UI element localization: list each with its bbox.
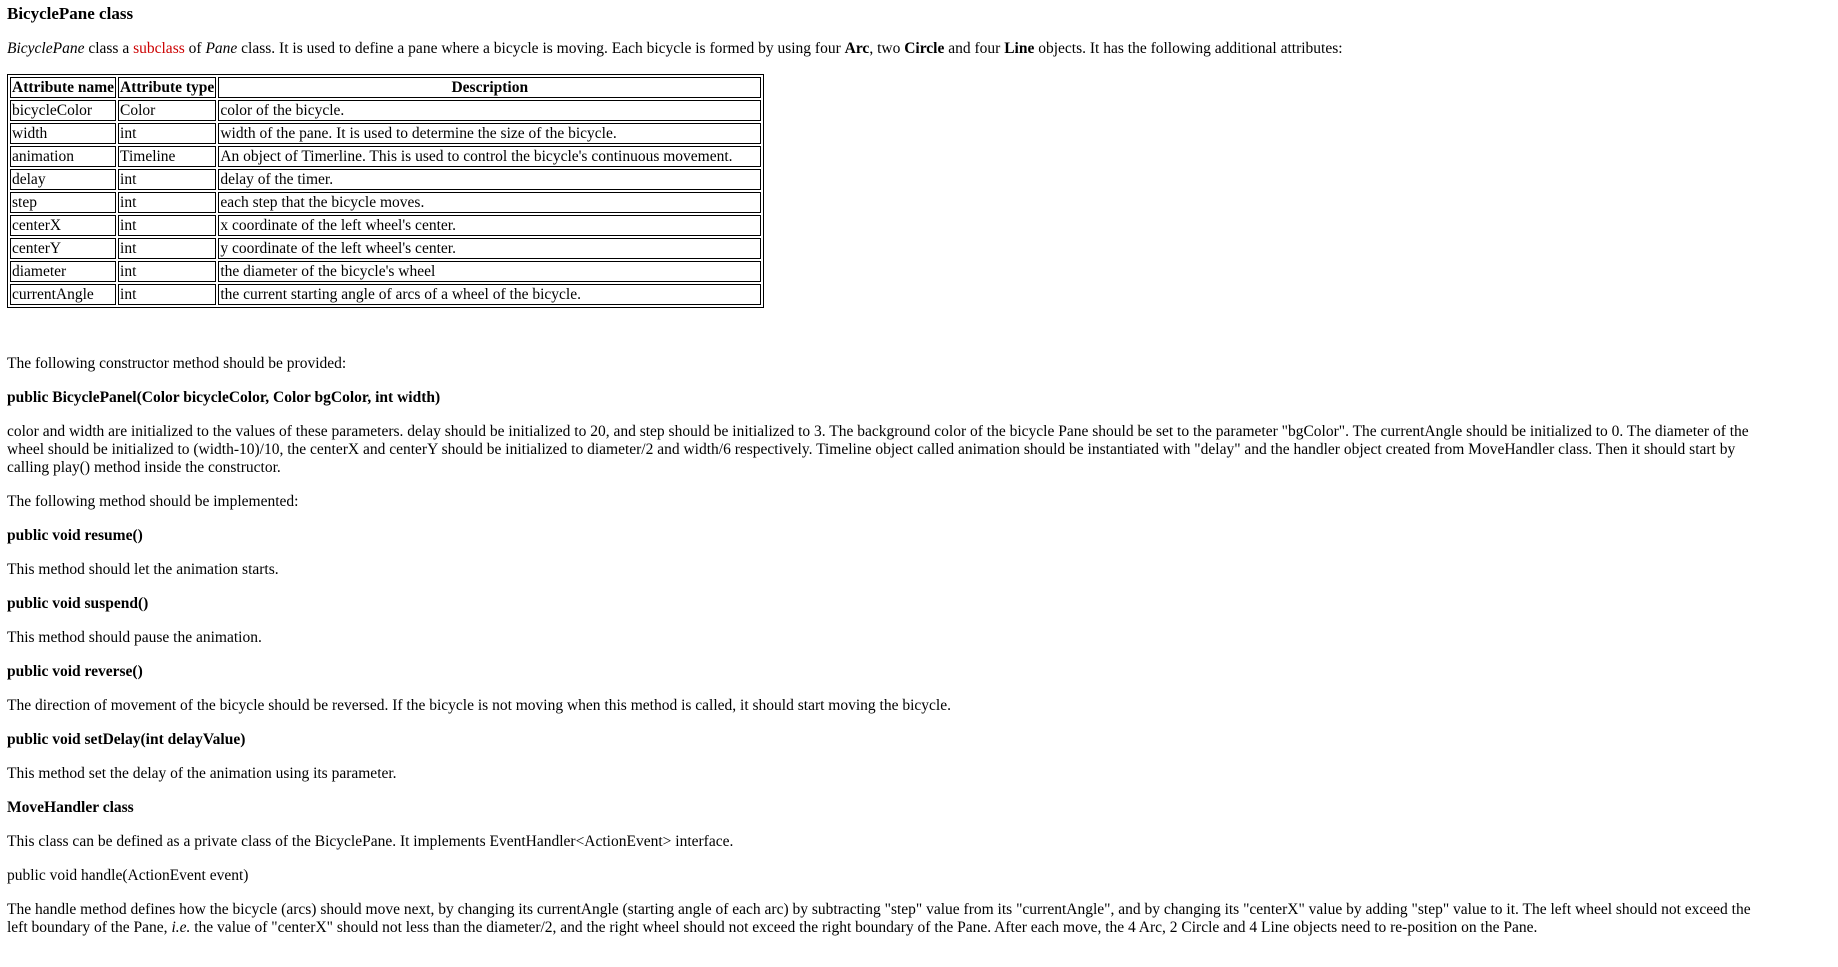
intro-paragraph bbox=[7, 40, 1831, 58]
reverse-signature: public void reverse() bbox=[7, 663, 143, 680]
constructor-intro: The following constructor method should be provided: bbox=[7, 355, 347, 372]
constructor-desc-line-2: wheel should be initialized to (width-10)/10, the centerX and centerY should be initialized to diameter/2 and width/6 respectively. Timeline object called animation should be instantiated with "delay" and the handler object created from MoveHandler class. Then it should start by bbox=[7, 441, 1736, 458]
movehandler-title: MoveHandler class bbox=[7, 799, 134, 816]
intro-text-e: and four bbox=[944, 40, 1005, 57]
intro-text-c: class. It is used to define a pane where a bicycle is moving. Each bicycle is formed by using four bbox=[237, 40, 845, 57]
table-row bbox=[10, 192, 761, 213]
attr-desc-cell: An object of Timerline. This is used to control the bicycle's continuous movement. bbox=[218, 146, 761, 167]
intro-text-f: objects. It has the following additional attributes: bbox=[1034, 40, 1343, 57]
intro-text-d: , two bbox=[869, 40, 905, 57]
page-title: BicyclePane class bbox=[7, 4, 134, 23]
constructor-description bbox=[7, 423, 1831, 477]
table-row bbox=[10, 215, 761, 236]
header-attribute-type: Attribute type bbox=[120, 79, 215, 96]
attr-name-cell: step bbox=[10, 192, 116, 213]
circle-bold: Circle bbox=[904, 40, 945, 57]
attr-type-cell: int bbox=[118, 261, 216, 282]
subclass-link[interactable]: subclass bbox=[133, 40, 185, 57]
attr-desc-cell: width of the pane. It is used to determine the size of the bicycle. bbox=[218, 123, 761, 144]
table-row bbox=[10, 123, 761, 144]
attr-name-cell: currentAngle bbox=[10, 284, 116, 305]
attr-desc-cell: the diameter of the bicycle's wheel bbox=[218, 261, 761, 282]
attr-type-cell: int bbox=[118, 238, 216, 259]
movehandler-description: This class can be defined as a private class of the BicyclePane. It implements EventHandler<ActionEvent> interface. bbox=[7, 833, 734, 850]
handle-desc-line-1: The handle method defines how the bicycle (arcs) should move next, by changing its currentAngle (starting angle of each arc) by subtracting "step" value from its "currentAngle", and by changing its "centerX" value by adding "step" value to it. The left wheel should not exceed the bbox=[7, 901, 1751, 918]
header-attribute-name: Attribute name bbox=[12, 79, 115, 96]
attr-type-cell: int bbox=[118, 192, 216, 213]
resume-description: This method should let the animation starts. bbox=[7, 561, 279, 578]
methods-intro: The following method should be implemented: bbox=[7, 493, 299, 510]
handle-desc-line-2b: the value of "centerX" should not less than the diameter/2, and the right wheel should not exceed the right boundary of the Pane. After each move, the 4 Arc, 2 Circle and 4 Line objects need to re-position on the Pane. bbox=[190, 919, 1538, 936]
suspend-signature: public void suspend() bbox=[7, 595, 149, 612]
table-header-row bbox=[10, 77, 761, 98]
constructor-desc-line-1: color and width are initialized to the values of these parameters. delay should be initialized to 20, and step should be initialized to 3. The background color of the bicycle Pane should be set to the parameter "bgColor". The currentAngle should be initialized to 0. The diameter of the bbox=[7, 423, 1749, 440]
constructor-signature: public BicyclePanel(Color bicycleColor, Color bgColor, int width) bbox=[7, 389, 441, 406]
attr-desc-cell: each step that the bicycle moves. bbox=[218, 192, 761, 213]
attr-name-cell: delay bbox=[10, 169, 116, 190]
table-row bbox=[10, 100, 761, 121]
intro-text-b: of bbox=[184, 40, 206, 57]
suspend-description: This method should pause the animation. bbox=[7, 629, 262, 646]
pane-italic: Pane bbox=[205, 40, 238, 57]
handle-signature: public void handle(ActionEvent event) bbox=[7, 867, 249, 884]
constructor-desc-line-3: calling play() method inside the constructor. bbox=[7, 459, 281, 476]
attr-desc-cell: the current starting angle of arcs of a wheel of the bicycle. bbox=[218, 284, 761, 305]
handle-description bbox=[7, 901, 1831, 937]
attr-type-cell: int bbox=[118, 215, 216, 236]
setdelay-description: This method set the delay of the animation using its parameter. bbox=[7, 765, 397, 782]
class-name-italic: BicyclePane bbox=[7, 40, 85, 57]
attr-name-cell: centerX bbox=[10, 215, 116, 236]
attr-name-cell: bicycleColor bbox=[10, 100, 116, 121]
attr-type-cell: Timeline bbox=[118, 146, 216, 167]
table-row bbox=[10, 169, 761, 190]
attr-name-cell: diameter bbox=[10, 261, 116, 282]
table-row bbox=[10, 238, 761, 259]
resume-signature: public void resume() bbox=[7, 527, 143, 544]
line-bold: Line bbox=[1004, 40, 1035, 57]
table-row bbox=[10, 284, 761, 305]
header-description: Description bbox=[218, 77, 761, 98]
handle-desc-line-2a: left boundary of the Pane, bbox=[7, 919, 172, 936]
attr-name-cell: width bbox=[10, 123, 116, 144]
attr-desc-cell: color of the bicycle. bbox=[218, 100, 761, 121]
attr-name-cell: centerY bbox=[10, 238, 116, 259]
ie-italic: i.e. bbox=[171, 919, 191, 936]
attr-type-cell: int bbox=[118, 123, 216, 144]
attr-desc-cell: x coordinate of the left wheel's center. bbox=[218, 215, 761, 236]
attr-desc-cell: delay of the timer. bbox=[218, 169, 761, 190]
attr-type-cell: int bbox=[118, 169, 216, 190]
attributes-table bbox=[7, 74, 764, 308]
attr-desc-cell: y coordinate of the left wheel's center. bbox=[218, 238, 761, 259]
table-row bbox=[10, 261, 761, 282]
attr-type-cell: int bbox=[118, 284, 216, 305]
attr-name-cell: animation bbox=[10, 146, 116, 167]
intro-text-a: class a bbox=[84, 40, 134, 57]
table-row bbox=[10, 146, 761, 167]
attr-type-cell: Color bbox=[118, 100, 216, 121]
arc-bold: Arc bbox=[844, 40, 870, 57]
reverse-description: The direction of movement of the bicycle should be reversed. If the bicycle is not moving when this method is called, it should start moving the bicycle. bbox=[7, 697, 951, 714]
setdelay-signature: public void setDelay(int delayValue) bbox=[7, 731, 246, 748]
